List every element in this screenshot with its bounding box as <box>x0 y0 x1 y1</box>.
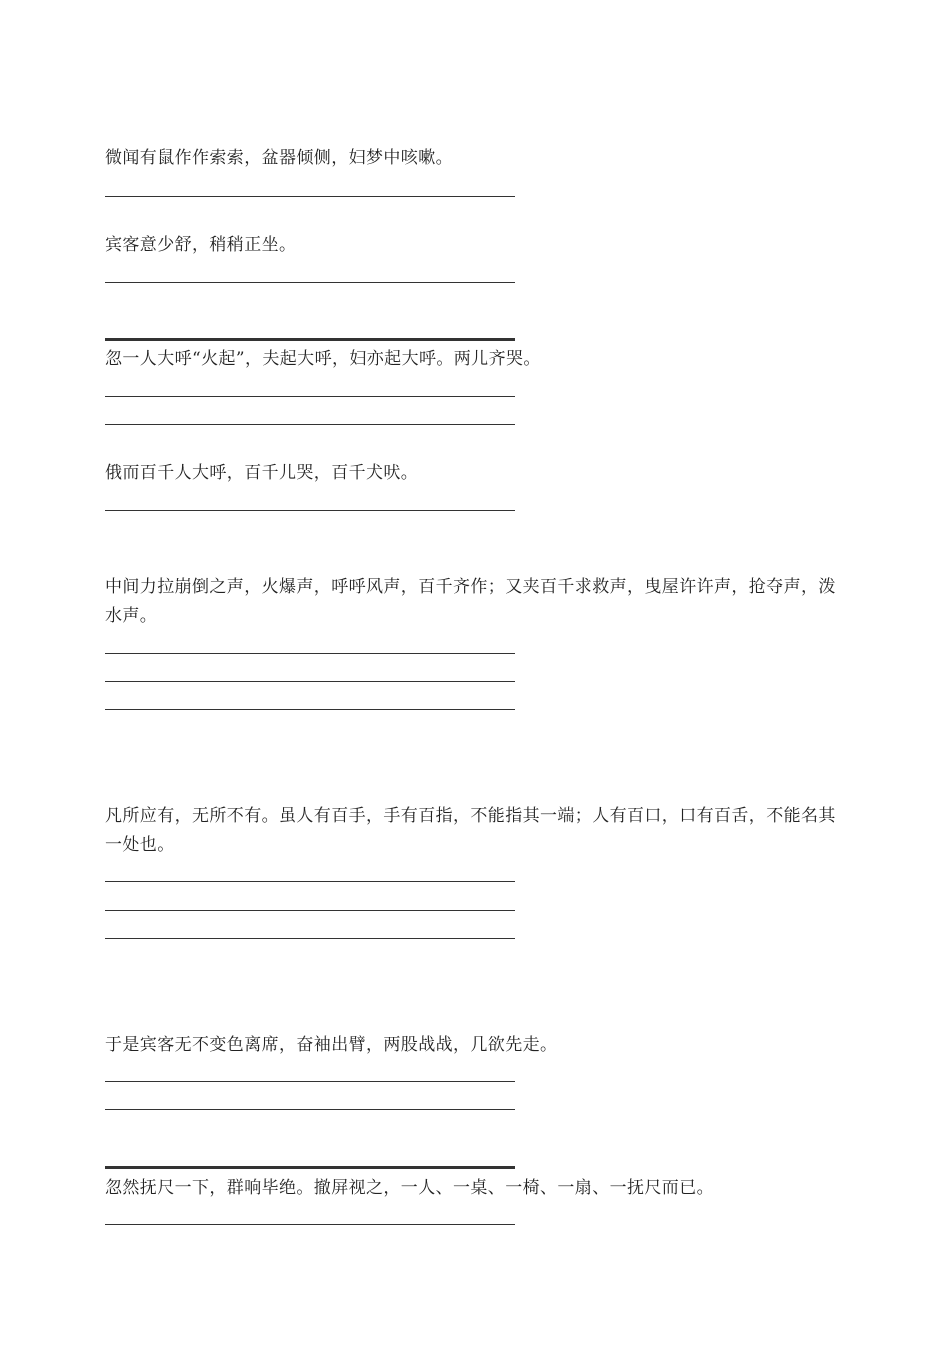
answer-line <box>105 510 515 511</box>
sentence-7: 于是宾客无不变色离席，奋袖出臂，两股战战，几欲先走。 <box>105 1035 558 1055</box>
sentence-4: 俄而百千人大呼，百千儿哭，百千犬吠。 <box>105 463 419 483</box>
sentence-2: 宾客意少舒，稍稍正坐。 <box>105 235 297 255</box>
answer-line <box>105 196 515 197</box>
answer-line <box>105 1109 515 1110</box>
answer-line <box>105 709 515 710</box>
answer-line <box>105 1081 515 1082</box>
sentence-5: 中间力拉崩倒之声，火爆声，呼呼风声，百千齐作；又夹百千求救声，曳屋许许声，抢夺声，泼水声。 <box>105 577 836 626</box>
section-divider <box>105 1166 515 1169</box>
answer-line <box>105 396 515 397</box>
answer-line <box>105 881 515 882</box>
sentence-1: 微闻有鼠作作索索，盆器倾侧，妇梦中咳嗽。 <box>105 148 453 168</box>
sentence-6: 凡所应有，无所不有。虽人有百手，手有百指，不能指其一端；人有百口，口有百舌，不能名其一处也。 <box>105 806 836 855</box>
answer-line <box>105 282 515 283</box>
section-divider <box>105 338 515 341</box>
sentence-3: 忽一人大呼“火起”，夫起大呼，妇亦起大呼。两儿齐哭。 <box>105 349 541 369</box>
answer-line <box>105 424 515 425</box>
answer-line <box>105 653 515 654</box>
answer-line <box>105 910 515 911</box>
answer-line <box>105 681 515 682</box>
answer-line <box>105 938 515 939</box>
sentence-8: 忽然抚尺一下，群响毕绝。撤屏视之，一人、一桌、一椅、一扇、一抚尺而已。 <box>105 1178 714 1198</box>
answer-line <box>105 1224 515 1225</box>
